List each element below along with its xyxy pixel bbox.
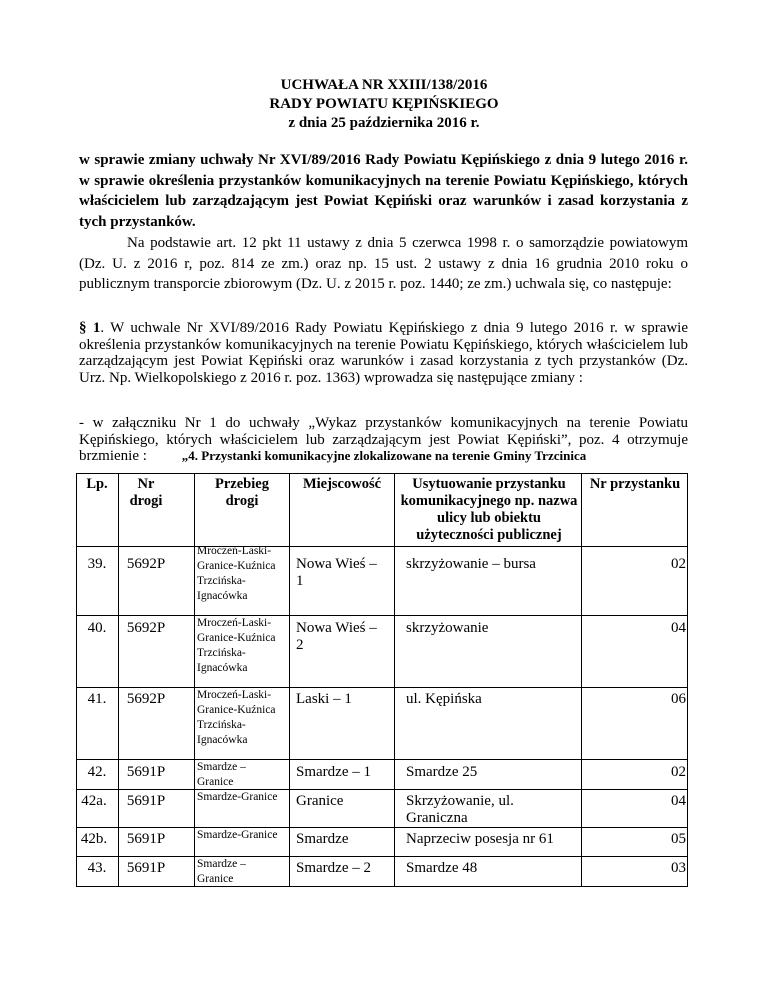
cell-locality: Granice xyxy=(296,793,344,809)
cell-road-route: Smardze-Granice xyxy=(197,791,278,803)
header-road-route: Przebieg drogi xyxy=(215,476,269,509)
cell-stop-number: 04 xyxy=(671,793,686,809)
paragraph-marker: § 1 xyxy=(79,320,101,336)
council-name: RADY POWIATU KĘPIŃSKIEGO xyxy=(269,96,499,112)
header-stop-location: Usytuowanie przystanku komunikacyjnego np. nazwa ulicy lub obiektu użyteczności publicznej xyxy=(400,476,578,543)
cell-road-number: 5691P xyxy=(126,860,166,876)
table-rule xyxy=(76,886,688,887)
table-rule xyxy=(76,473,688,474)
cell-stop-number: 02 xyxy=(671,556,686,572)
cell-stop-location: skrzyżowanie xyxy=(406,620,489,636)
table-rule xyxy=(194,473,195,887)
table-rule xyxy=(118,473,119,887)
cell-stop-location: Smardze 48 xyxy=(406,860,478,876)
bus-stops-table xyxy=(76,473,688,887)
table-rule xyxy=(76,546,688,547)
cell-lp: 42a. xyxy=(81,793,107,809)
cell-road-route: Mroczeń-Laski-Granice-Kuźnica Trzcińska-Ignacówka xyxy=(197,545,276,602)
cell-stop-location: ul. Kępińska xyxy=(406,691,482,707)
cell-road-number: 5691P xyxy=(126,793,166,809)
table-rule xyxy=(76,856,688,857)
cell-locality: Smardze – 2 xyxy=(296,860,371,876)
cell-stop-location: Smardze 25 xyxy=(406,764,478,780)
table-rule xyxy=(289,473,290,887)
cell-stop-number: 05 xyxy=(671,831,686,847)
cell-stop-number: 06 xyxy=(671,691,686,707)
paragraph-1-text: . W uchwale Nr XVI/89/2016 Rady Powiatu Kępińskiego z dnia 9 lutego 2016 r. w sprawie określenia przystanków komunikacyjnych na terenie Powiatu Kępińskiego, których właścicielem lub zarządzającym jest Powiat Kępiński oraz warunków i zasad korzystania z tych przystanków (Dz. Urz. Np. Wielkopolskiego z 2016 r. poz. 1363) wprowadza się następujące zmiany : xyxy=(79,320,689,386)
cell-road-route: Smardze-Granice xyxy=(197,829,278,841)
resolution-date: z dnia 25 października 2016 r. xyxy=(288,115,480,131)
cell-locality: Laski – 1 xyxy=(296,691,352,707)
resolution-subject: w sprawie zmiany uchwały Nr XVI/89/2016 Rady Powiatu Kępińskiego z dnia 9 lutego 2016 r. w sprawie określenia przystanków komunikacyjnych na terenie Powiatu Kępińskiego, których właścicielem lub zarządzającym jest Powiat Kępiński oraz warunków i zasad korzystania z tych przystanków. xyxy=(79,152,688,230)
cell-stop-location: Skrzyżowanie, ul. Graniczna xyxy=(406,793,514,826)
header-road-number: Nr drogi xyxy=(129,476,163,509)
cell-lp: 40. xyxy=(87,620,107,636)
table-rule xyxy=(76,473,77,887)
table-rule xyxy=(76,827,688,828)
cell-road-route: Mroczeń-Laski-Granice-Kuźnica Trzcińska-Ignacówka xyxy=(197,689,276,746)
cell-lp: 43. xyxy=(87,860,107,876)
cell-lp: 42b. xyxy=(80,831,108,847)
cell-stop-location: Naprzeciw posesja nr 61 xyxy=(406,831,554,847)
cell-locality: Smardze – 1 xyxy=(296,764,371,780)
cell-road-number: 5691P xyxy=(126,831,166,847)
cell-locality: Nowa Wieś – 1 xyxy=(296,556,377,589)
cell-road-route: Smardze – Granice xyxy=(197,858,246,885)
table-rule xyxy=(394,473,395,887)
resolution-number: UCHWAŁA NR XXIII/138/2016 xyxy=(280,77,488,93)
cell-locality: Smardze xyxy=(296,831,349,847)
cell-road-route: Mroczeń-Laski-Granice-Kuźnica Trzcińska-Ignacówka xyxy=(197,617,276,674)
paragraph-1 xyxy=(79,320,688,386)
table-rule xyxy=(76,789,688,790)
cell-road-number: 5692P xyxy=(126,556,166,572)
cell-stop-location: skrzyżowanie – bursa xyxy=(406,556,536,572)
change-description: - w załączniku Nr 1 do uchwały „Wykaz przystanków komunikacyjnych na terenie Powiatu Kępińskiego, których właścicielem lub zarządzającym jest Powiat Kępiński”, poz. 4 otrzymuje brzmienie : xyxy=(79,415,688,464)
cell-lp: 41. xyxy=(87,691,107,707)
cell-stop-number: 03 xyxy=(671,860,686,876)
table-rule xyxy=(76,759,688,760)
resolution-header xyxy=(0,76,768,133)
header-stop-number: Nr przystanku xyxy=(589,476,681,492)
cell-road-number: 5691P xyxy=(126,764,166,780)
cell-road-number: 5692P xyxy=(126,620,166,636)
cell-lp: 39. xyxy=(87,556,107,572)
table-rule xyxy=(76,615,688,616)
header-locality: Miejscowość xyxy=(302,476,382,492)
cell-road-route: Smardze – Granice xyxy=(197,761,246,788)
cell-stop-number: 02 xyxy=(671,764,686,780)
cell-road-number: 5692P xyxy=(126,691,166,707)
cell-lp: 42. xyxy=(87,764,107,780)
table-rule xyxy=(76,687,688,688)
table-rule xyxy=(687,473,688,887)
header-lp: Lp. xyxy=(86,476,108,492)
legal-basis: Na podstawie art. 12 pkt 11 ustawy z dnia 5 czerwca 1998 r. o samorządzie powiatowym (Dz. U. z 2016 r, poz. 814 ze zm.) oraz np. 15 ust. 2 ustawy z dnia 16 grudnia 2010 roku o publicznym transporcie zbiorowym (Dz. U. z 2015 r. poz. 1440; ze zm.) uchwala się, co następuje: xyxy=(79,235,688,292)
table-rule xyxy=(581,473,582,887)
cell-stop-number: 04 xyxy=(671,620,686,636)
cell-locality: Nowa Wieś – 2 xyxy=(296,620,377,653)
section-title: „4. Przystanki komunikacyjne zlokalizowane na terenie Gminy Trzcinica xyxy=(181,448,587,463)
